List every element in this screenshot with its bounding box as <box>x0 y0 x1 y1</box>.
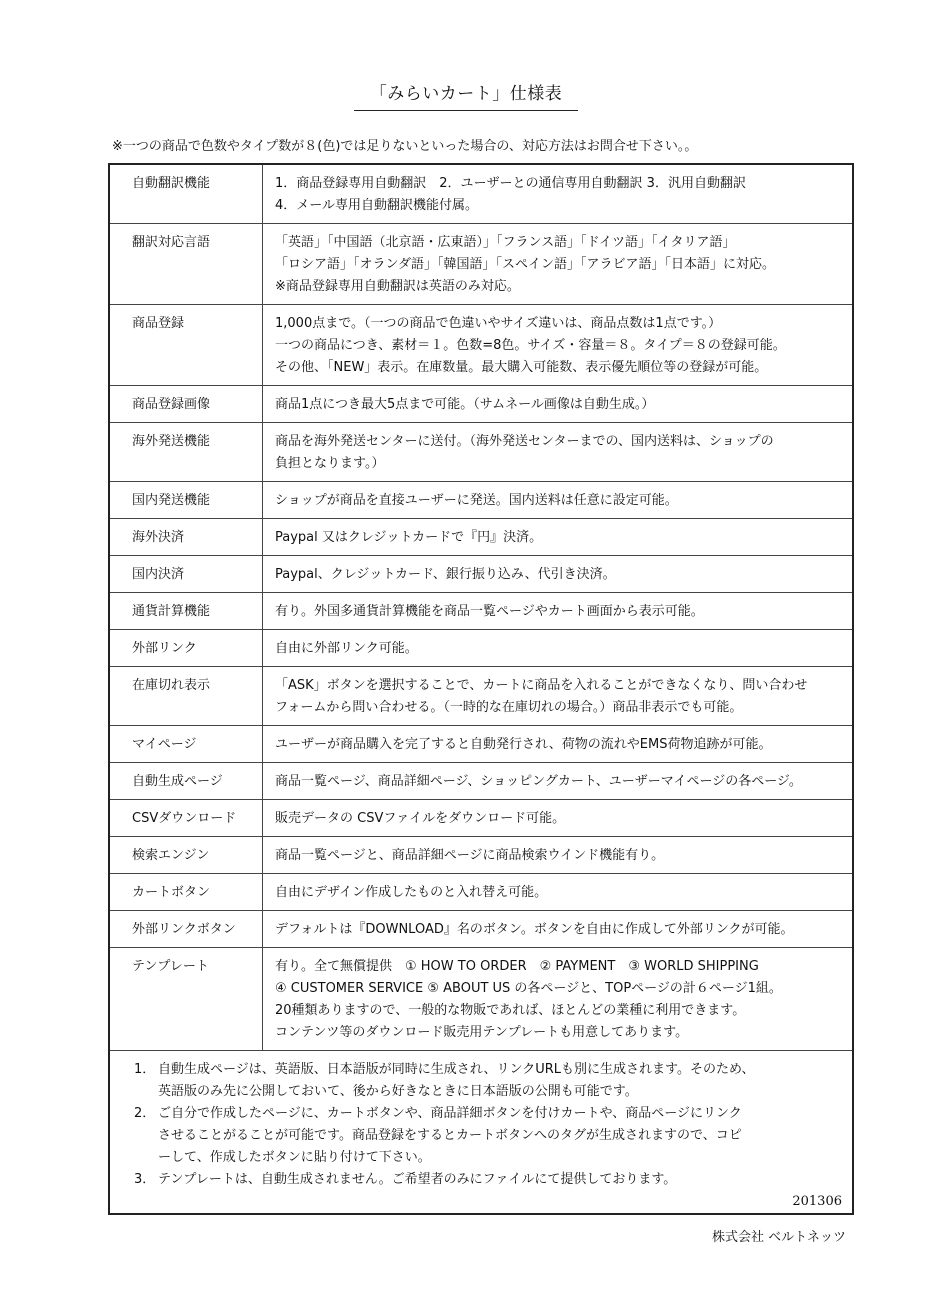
footnote-item <box>134 1103 840 1169</box>
spec-label: CSVダウンロード <box>110 800 263 837</box>
spec-row <box>110 519 852 556</box>
spec-value <box>263 837 853 874</box>
spec-row <box>110 556 852 593</box>
footnote-line: ご自分で作成したページに、カートボタンや、商品詳細ボタンを付けカートや、商品ページにリンク <box>158 1106 742 1121</box>
spec-sheet <box>108 163 854 1215</box>
document-title: 「みらいカート」仕様表 <box>354 80 578 111</box>
spec-row <box>110 874 852 911</box>
spec-value <box>263 800 853 837</box>
spec-value-line: 20種類ありますので、一般的な物販であれば、ほとんどの業種に利用できます。 <box>275 1003 746 1018</box>
spec-value-line: 「ロシア語」「オランダ語」「韓国語」「スペイン語」「アラビア語」「日本語」に対応。 <box>275 257 775 272</box>
spec-label: テンプレート <box>110 948 263 1051</box>
footnote-number: 3． <box>134 1172 156 1187</box>
spec-row <box>110 224 852 305</box>
spec-row <box>110 837 852 874</box>
spec-value-line: 商品を海外発送センターに送付。（海外発送センターまでの、国内送料は、ショップの <box>275 434 774 449</box>
spec-label: 外部リンクボタン <box>110 911 263 948</box>
spec-value-line: ※商品登録専用自動翻訳は英語のみ対応。 <box>275 279 520 294</box>
spec-value-line: 自由に外部リンク可能。 <box>275 641 418 656</box>
company-name: 株式会社 ベルトネッツ <box>711 1230 846 1245</box>
spec-value-line: 自由にデザイン作成したものと入れ替え可能。 <box>275 885 548 900</box>
spec-value-line: 有り。全て無償提供 ① HOW TO ORDER ② PAYMENT ③ WORLD SHIPPING <box>275 959 759 974</box>
footnote-number: 1． <box>134 1062 156 1077</box>
spec-label: マイページ <box>110 726 263 763</box>
footnotes <box>110 1051 852 1213</box>
spec-label: カートボタン <box>110 874 263 911</box>
spec-value-line: 負担となります。） <box>275 456 385 471</box>
spec-value-line: ④ CUSTOMER SERVICE ⑤ ABOUT US の各ページと、TOPページの計６ページ1組。 <box>275 981 782 996</box>
footnote-line: 英語版のみ先に公開しておいて、後から好きなときに日本語版の公開も可能です。 <box>158 1084 638 1099</box>
footnote-item <box>134 1059 840 1103</box>
footnote-line: させることがることが可能です。商品登録をするとカートボタンへのタグが生成されますので、コピ <box>158 1128 742 1143</box>
spec-value <box>263 165 853 224</box>
header-note: ※一つの商品で色数やタイプ数が８(色)では足りないといった場合の、対応方法はお問合せ下さい。。 <box>112 139 698 154</box>
spec-row <box>110 948 852 1051</box>
spec-value-line: Paypal、クレジットカード、銀行振り込み、代引き決済。 <box>275 567 616 582</box>
spec-value-line: 1．商品登録専用自動翻訳 2．ユーザーとの通信専用自動翻訳 3．汎用自動翻訳 <box>275 176 746 191</box>
spec-value-line: 4．メール専用自動翻訳機能付属。 <box>275 198 479 213</box>
spec-value <box>263 948 853 1051</box>
spec-row <box>110 630 852 667</box>
spec-label: 海外決済 <box>110 519 263 556</box>
spec-row <box>110 667 852 726</box>
spec-row <box>110 305 852 386</box>
footnote-text <box>158 1169 840 1191</box>
spec-row <box>110 386 852 423</box>
spec-value-line: 商品一覧ページと、商品詳細ページに商品検索ウインド機能有り。 <box>275 848 665 863</box>
spec-label: 検索エンジン <box>110 837 263 874</box>
spec-label: 外部リンク <box>110 630 263 667</box>
spec-value-line: デフォルトは『DOWNLOAD』名のボタン。ボタンを自由に作成して外部リンクが可能。 <box>275 922 794 937</box>
spec-label: 国内発送機能 <box>110 482 263 519</box>
spec-value <box>263 630 853 667</box>
spec-value-line: 有り。外国多通貨計算機能を商品一覧ページやカート画面から表示可能。 <box>275 604 704 619</box>
spec-label: 通貨計算機能 <box>110 593 263 630</box>
spec-row <box>110 165 852 224</box>
spec-label: 海外発送機能 <box>110 423 263 482</box>
spec-value-line: 商品一覧ページ、商品詳細ページ、ショッピングカート、ユーザーマイページの各ページ。 <box>275 774 802 789</box>
spec-row <box>110 482 852 519</box>
spec-value <box>263 519 853 556</box>
footnote-text <box>158 1059 840 1103</box>
spec-row <box>110 726 852 763</box>
footnote-text <box>158 1103 840 1169</box>
spec-label: 商品登録 <box>110 305 263 386</box>
spec-value <box>263 224 853 305</box>
spec-row <box>110 800 852 837</box>
spec-row <box>110 911 852 948</box>
spec-value-line: コンテンツ等のダウンロード販売用テンプレートも用意してあります。 <box>275 1025 689 1040</box>
spec-value <box>263 874 853 911</box>
spec-value <box>263 386 853 423</box>
spec-value-line: フォームから問い合わせる。（一時的な在庫切れの場合。）商品非表示でも可能。 <box>275 700 743 715</box>
spec-value <box>263 593 853 630</box>
spec-row <box>110 593 852 630</box>
spec-value-line: ショップが商品を直接ユーザーに発送。国内送料は任意に設定可能。 <box>275 493 678 508</box>
footnote-number: 2． <box>134 1106 156 1121</box>
footnote-line: ーして、作成したボタンに貼り付けて下さい。 <box>158 1150 431 1165</box>
spec-value <box>263 305 853 386</box>
spec-value-line: ユーザーが商品購入を完了すると自動発行され、荷物の流れやEMS荷物追跡が可能。 <box>275 737 772 752</box>
spec-row <box>110 423 852 482</box>
spec-value <box>263 667 853 726</box>
spec-value-line: 一つの商品につき、素材＝１。色数=8色。サイズ・容量＝８。タイプ＝８の登録可能。 <box>275 338 786 353</box>
footnote-line: 自動生成ページは、英語版、日本語版が同時に生成され、リンクURLも別に生成されます。そのため、 <box>158 1062 755 1077</box>
spec-table <box>110 165 852 1051</box>
spec-value-line: 販売データの CSVファイルをダウンロード可能。 <box>275 811 566 826</box>
spec-value-line: 「ASK」ボタンを選択することで、カートに商品を入れることができなくなり、問い合わせ <box>275 678 808 693</box>
spec-value-line: Paypal 又はクレジットカードで『円』決済。 <box>275 530 543 545</box>
spec-label: 翻訳対応言語 <box>110 224 263 305</box>
spec-value <box>263 423 853 482</box>
spec-label: 在庫切れ表示 <box>110 667 263 726</box>
spec-label: 自動翻訳機能 <box>110 165 263 224</box>
spec-value-line: その他、「NEW」表示。在庫数量。最大購入可能数、表示優先順位等の登録が可能。 <box>275 360 768 375</box>
footnote-item <box>134 1169 840 1191</box>
spec-label: 商品登録画像 <box>110 386 263 423</box>
spec-value <box>263 556 853 593</box>
spec-label: 国内決済 <box>110 556 263 593</box>
spec-row <box>110 763 852 800</box>
document-code: 201306 <box>792 1194 842 1209</box>
spec-value <box>263 911 853 948</box>
spec-label: 自動生成ページ <box>110 763 263 800</box>
spec-value-line: 1,000点まで。（一つの商品で色違いやサイズ違いは、商品点数は1点です。） <box>275 316 722 331</box>
spec-value <box>263 482 853 519</box>
spec-value-line: 「英語」「中国語（北京語・広東語）」「フランス語」「ドイツ語」「イタリア語」 <box>275 235 736 250</box>
spec-value <box>263 726 853 763</box>
footnote-line: テンプレートは、自動生成されません。ご希望者のみにファイルにて提供しております。 <box>158 1172 677 1187</box>
spec-value <box>263 763 853 800</box>
spec-value-line: 商品1点につき最大5点まで可能。（サムネール画像は自動生成。） <box>275 397 655 412</box>
